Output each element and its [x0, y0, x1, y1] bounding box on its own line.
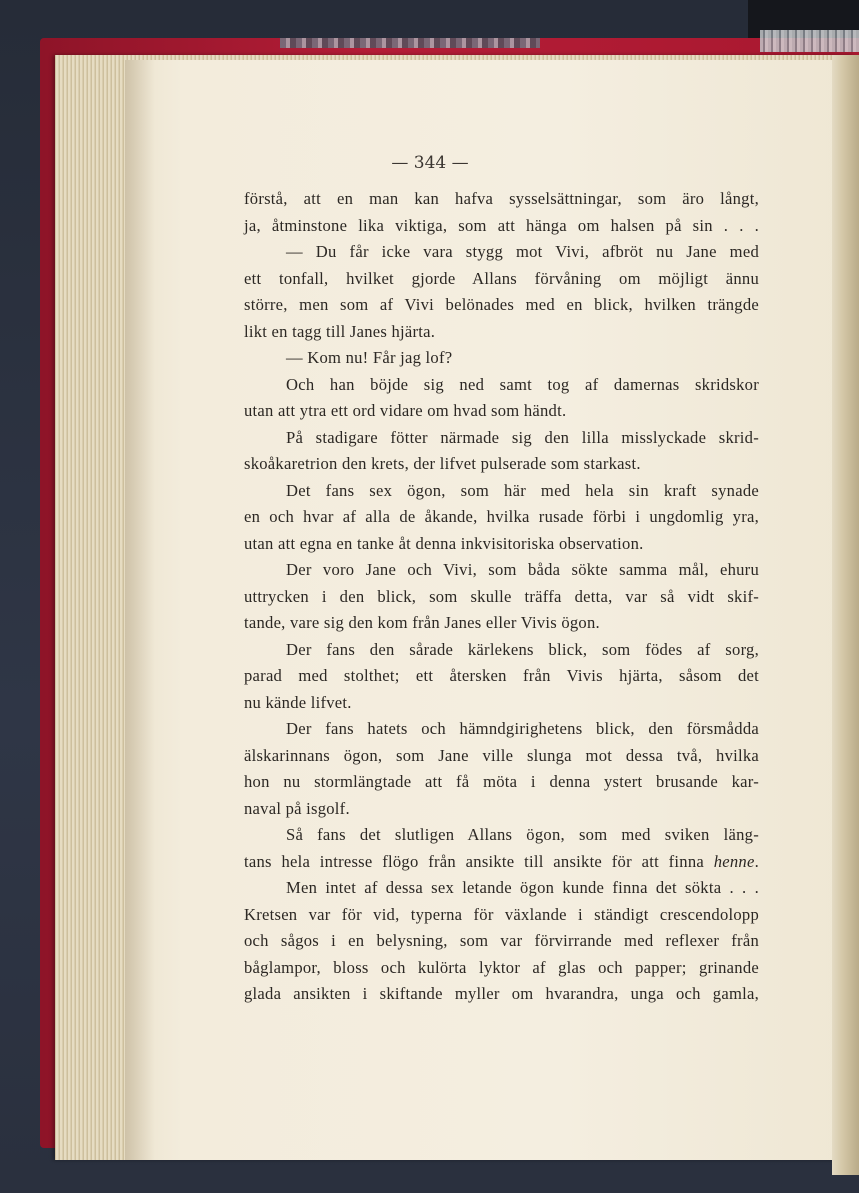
text-line: större, men som af Vivi belönades med en blick, hvilken trängde: [244, 295, 759, 314]
text-line: uttrycken i den blick, som skulle träffa detta, var så vidt skif-: [244, 586, 759, 606]
text-line: förstå, att en man kan hafva sysselsättningar, som äro långt,: [244, 189, 759, 208]
text-line: ett tonfall, hvilket gjorde Allans förvåning om möjligt ännu: [244, 268, 759, 288]
text-line: Men intet af dessa sex letande ögon kunde finna det sökta . . .: [286, 878, 759, 897]
text-line: Der fans hatets och hämndgirighetens blick, den försmådda: [286, 719, 759, 738]
text-line: naval på isgolf.: [244, 798, 350, 818]
text-line: hon nu stormlängtade att få möta i denna ystert brusande kar-: [244, 772, 759, 791]
text-line: tande, vare sig den kom från Janes eller Vivis ögon.: [244, 613, 600, 632]
text-line: tans hela intresse flögo från ansikte till ansikte för att finna henne.: [244, 851, 759, 871]
text-line: Kretsen var för vid, typerna för växlande i ständigt crescendolopp: [244, 904, 759, 924]
right-page-edge: [832, 55, 859, 1175]
text-line: ja, åtminstone lika viktiga, som att hänga om halsen på sin . . .: [244, 215, 759, 235]
text-line: båglampor, bloss och kulörta lyktor af glas och papper; grinande: [244, 957, 759, 977]
gutter-shadow: [125, 60, 155, 1160]
text-line: Der voro Jane och Vivi, som båda sökte samma mål, ehuru: [286, 560, 759, 579]
text-line: utan att egna en tanke åt denna inkvisitoriska observation.: [244, 533, 644, 553]
text-line: nu kände lifvet.: [244, 692, 352, 712]
text-line: parad med stolthet; ett återsken från Vivis hjärta, såsom det: [244, 666, 759, 685]
page-number: — 344 —: [391, 153, 469, 173]
text-line: älskarinnans ögon, som Jane ville slunga mot dessa två, hvilka: [244, 745, 759, 765]
text-line: — Du får icke vara stygg mot Vivi, afbröt nu Jane med: [286, 242, 759, 261]
emphasis-word: henne: [713, 851, 755, 871]
text-line: På stadigare fötter närmade sig den lilla misslyckade skrid-: [286, 427, 759, 447]
text-line: likt en tagg till Janes hjärta.: [244, 321, 436, 341]
cover-right-band: [760, 30, 859, 52]
text-line: Det fans sex ögon, som här med hela sin kraft synade: [286, 480, 759, 500]
text-line: skoåkaretrion den krets, der lifvet pulserade som starkast.: [244, 454, 641, 473]
text-line: glada ansikten i skiftande myller om hvarandra, unga och gamla,: [244, 984, 759, 1003]
text-line: Der fans den sårade kärlekens blick, som födes af sorg,: [286, 639, 759, 659]
body-text: [244, 186, 759, 1008]
text-line: och sågos i en belysning, som var förvirrande med reflexer från: [244, 931, 759, 950]
text-line: Så fans det slutligen Allans ögon, som med sviken läng-: [286, 825, 759, 844]
cover-top-band: [280, 38, 540, 48]
text-line: Och han böjde sig ned samt tog af damernas skridskor: [286, 374, 759, 394]
text-line: utan att ytra ett ord vidare om hvad som händt.: [244, 401, 567, 420]
text-line: — Kom nu! Får jag lof?: [286, 348, 453, 367]
text-line: en och hvar af alla de åkande, hvilka rusade förbi i ungdomlig yra,: [244, 507, 759, 526]
